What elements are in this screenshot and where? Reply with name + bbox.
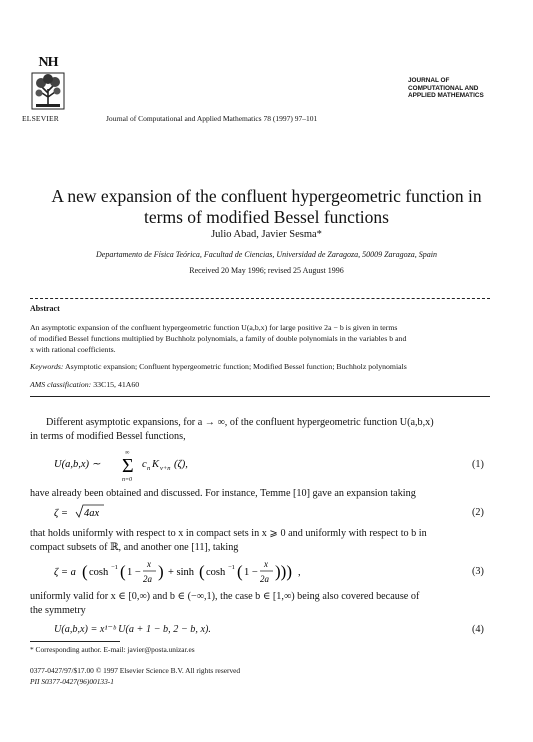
tree-emblem-icon bbox=[30, 71, 66, 111]
svg-text:x: x bbox=[147, 559, 151, 569]
svg-text:−1: −1 bbox=[111, 564, 118, 571]
svg-text:ζ = a: ζ = a bbox=[54, 567, 76, 578]
svg-text:c: c bbox=[142, 459, 147, 470]
text-line: the symmetry bbox=[30, 605, 86, 616]
svg-text:2a: 2a bbox=[260, 574, 269, 584]
svg-text:cosh: cosh bbox=[89, 567, 109, 578]
ams-classification bbox=[30, 380, 139, 389]
text-line: uniformly valid for x ∈ [0,∞) and b ∈ (−∞,1), the case b ∈ [1,∞) being also covered because of bbox=[30, 591, 420, 602]
svg-text:n: n bbox=[147, 465, 151, 472]
equation-number: (3) bbox=[472, 566, 484, 577]
abstract-line: An asymptotic expansion of the confluent hypergeometric function U(a,b,x) for large positive 2a − b is given in terms bbox=[30, 323, 398, 332]
article-title bbox=[0, 186, 533, 228]
text-line: compact subsets of ℝ, and another one [11], taking bbox=[30, 542, 239, 553]
title-line: terms of modified Bessel functions bbox=[144, 207, 389, 227]
svg-text:∞: ∞ bbox=[125, 450, 130, 456]
ams-text: 33C15, 41A60 bbox=[93, 380, 140, 389]
elsevier-logo bbox=[30, 55, 66, 113]
svg-text:1 −: 1 − bbox=[244, 567, 258, 578]
text-line: Different asymptotic expansions, for a → ∞, of the confluent hypergeometric function U(a,b,x) bbox=[46, 417, 434, 428]
received-dates: Received 20 May 1996; revised 25 August 1996 bbox=[189, 266, 344, 275]
equation-number: (2) bbox=[472, 507, 484, 518]
copyright: 0377-0427/97/$17.00 © 1997 Elsevier Science B.V. All rights reserved bbox=[30, 666, 241, 675]
footnote-rule bbox=[30, 641, 120, 642]
journal-title bbox=[408, 77, 484, 100]
affiliation: Departamento de Física Teórica, Facultad de Ciencias, Universidad de Zaragoza, 50009 Zaragoza, Spain bbox=[95, 250, 438, 259]
svg-text:,: , bbox=[298, 567, 301, 578]
text-line: that holds uniformly with respect to x in compact sets in x ⩾ 0 and uniformly with respect to b in bbox=[30, 528, 427, 539]
equation-1 bbox=[52, 448, 222, 482]
paragraph bbox=[30, 430, 490, 444]
svg-text:−1: −1 bbox=[228, 564, 235, 571]
divider bbox=[30, 396, 490, 397]
abstract-line: of modified Bessel functions multiplied by Buchholz polynomials, a family of double polynomials in the variables b and bbox=[30, 334, 407, 343]
svg-text:ζ =: ζ = bbox=[54, 508, 68, 519]
logo-text: NH bbox=[38, 55, 58, 70]
abstract-text bbox=[30, 322, 490, 355]
journal-title-line: JOURNAL OF bbox=[408, 77, 450, 84]
svg-text:): ) bbox=[158, 562, 164, 581]
svg-text:(: ( bbox=[237, 562, 243, 581]
text-line: in terms of modified Bessel functions, bbox=[30, 431, 186, 442]
ams-label: AMS classification: bbox=[30, 380, 92, 389]
svg-text:(: ( bbox=[199, 562, 205, 581]
keywords-label: Keywords: bbox=[30, 362, 64, 371]
publisher-name: ELSEVIER bbox=[22, 114, 60, 123]
pii: PII S0377-0427(96)00133-1 bbox=[30, 677, 114, 686]
svg-text:1 −: 1 − bbox=[127, 567, 141, 578]
equation-number: (4) bbox=[472, 624, 484, 635]
svg-text:K: K bbox=[152, 459, 160, 470]
svg-text:n=0: n=0 bbox=[122, 477, 133, 482]
paragraph bbox=[30, 590, 490, 618]
paragraph bbox=[30, 416, 490, 430]
svg-text:Σ: Σ bbox=[122, 455, 134, 477]
paragraph: have already been obtained and discussed. For instance, Temme [10] gave an expansion taking bbox=[30, 488, 416, 499]
svg-text:(: ( bbox=[120, 562, 126, 581]
abstract-heading: Abstract bbox=[30, 304, 60, 313]
svg-text:))): ))) bbox=[275, 562, 292, 581]
authors: Julio Abad, Javier Sesma* bbox=[211, 229, 322, 240]
divider bbox=[30, 298, 490, 299]
equation-number: (1) bbox=[472, 459, 484, 470]
journal-title-line: APPLIED MATHEMATICS bbox=[408, 92, 484, 100]
svg-text:+ sinh: + sinh bbox=[168, 567, 195, 578]
title-line: A new expansion of the confluent hypergeometric function in bbox=[51, 186, 482, 206]
svg-text:2a: 2a bbox=[143, 574, 152, 584]
svg-text:U(a,b,x) ∼: U(a,b,x) ∼ bbox=[54, 459, 101, 470]
svg-text:4ax: 4ax bbox=[84, 508, 100, 519]
equation-4: U(a,b,x) = x¹⁻ᵇ U(a + 1 − b, 2 − b, x). bbox=[54, 624, 211, 635]
equation-3 bbox=[52, 556, 352, 588]
abstract-line: x with rational coefficients. bbox=[30, 345, 116, 354]
keywords-text: Asymptotic expansion; Confluent hypergeometric function; Modified Bessel function; Buchholz polynomials bbox=[65, 362, 407, 371]
journal-title-line: COMPUTATIONAL AND bbox=[408, 84, 479, 92]
paragraph bbox=[30, 527, 490, 555]
svg-text:x: x bbox=[264, 559, 268, 569]
svg-text:cosh: cosh bbox=[206, 567, 226, 578]
svg-text:(: ( bbox=[82, 562, 88, 581]
equation-2 bbox=[52, 502, 132, 522]
corresponding-author-note: * Corresponding author. E-mail: javier@posta.unizar.es bbox=[30, 645, 195, 654]
journal-citation: Journal of Computational and Applied Mathematics 78 (1997) 97–101 bbox=[106, 114, 318, 123]
svg-text:(ζ),: (ζ), bbox=[174, 459, 188, 470]
svg-text:ν+n: ν+n bbox=[160, 465, 171, 472]
keywords bbox=[30, 362, 500, 371]
